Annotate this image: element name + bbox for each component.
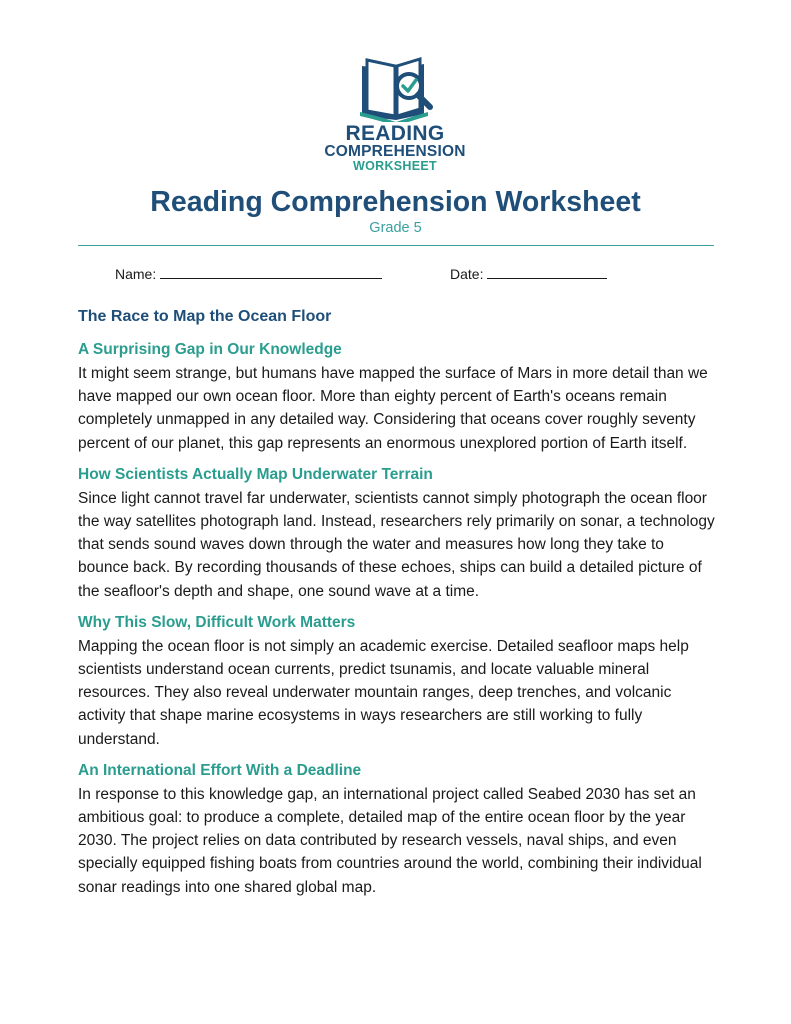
logo	[300, 52, 490, 177]
section-heading: An International Effort With a Deadline	[78, 761, 362, 779]
date-label: Date:	[450, 266, 484, 282]
header-divider	[78, 245, 714, 246]
section-body: Mapping the ocean floor is not simply an academic exercise. Detailed seafloor maps help scientists understand ocean currents, predict tsunamis, and locate valuable mineral resources. They also reveal underwater mountain ranges, deep trenches, and volcanic activity that shape marine ecosystems in ways researchers are still working to fully understand.	[78, 637, 689, 748]
passage-section	[78, 340, 718, 455]
section-body: It might seem strange, but humans have mapped the surface of Mars in more detail than we have mapped our own ocean floor. More than eighty percent of Earth's oceans remain completely unmapped in any detailed way. Considering that oceans cover roughly seventy percent of our planet, this gap represents an enormous unexplored portion of Earth itself.	[78, 365, 708, 452]
name-blank-line[interactable]	[160, 264, 382, 279]
section-heading: How Scientists Actually Map Underwater Terrain	[78, 465, 433, 483]
section-body: In response to this knowledge gap, an international project called Seabed 2030 has set an ambitious goal: to produce a complete, detailed map of the entire ocean floor by the year 2030. The project relies on data contributed by research vessels, naval ships, and even specially equipped fishing boats from countries around the world, combining their individual sonar readings into one shared global map.	[78, 785, 702, 896]
passage	[78, 307, 718, 909]
name-field[interactable]	[115, 264, 382, 283]
name-label: Name:	[115, 266, 157, 282]
date-blank-line[interactable]	[487, 264, 607, 279]
passage-section	[78, 465, 718, 603]
logo-text-comprehension: COMPREHENSION	[324, 143, 466, 160]
logo-text-worksheet: WORKSHEET	[353, 159, 437, 173]
passage-title: The Race to Map the Ocean Floor	[78, 308, 332, 325]
section-heading: Why This Slow, Difficult Work Matters	[78, 613, 356, 631]
date-field[interactable]	[450, 264, 607, 283]
book-magnifier-check-icon	[358, 56, 438, 122]
section-body: Since light cannot travel far underwater, scientists cannot simply photograph the ocean floor the way satellites photograph land. Instead, researchers rely primarily on sonar, a technology that sends sound waves down through the water and measures how long they take to bounce back. By recording thousands of these echoes, ships can build a detailed picture of the seafloor's depth and shape, one sound wave at a time.	[78, 489, 715, 600]
logo-text-reading: READING	[345, 122, 445, 145]
section-heading: A Surprising Gap in Our Knowledge	[78, 341, 342, 358]
passage-section	[78, 761, 718, 899]
passage-section	[78, 613, 718, 751]
grade-label: Grade 5	[369, 220, 422, 236]
page-title: Reading Comprehension Worksheet	[150, 186, 641, 218]
